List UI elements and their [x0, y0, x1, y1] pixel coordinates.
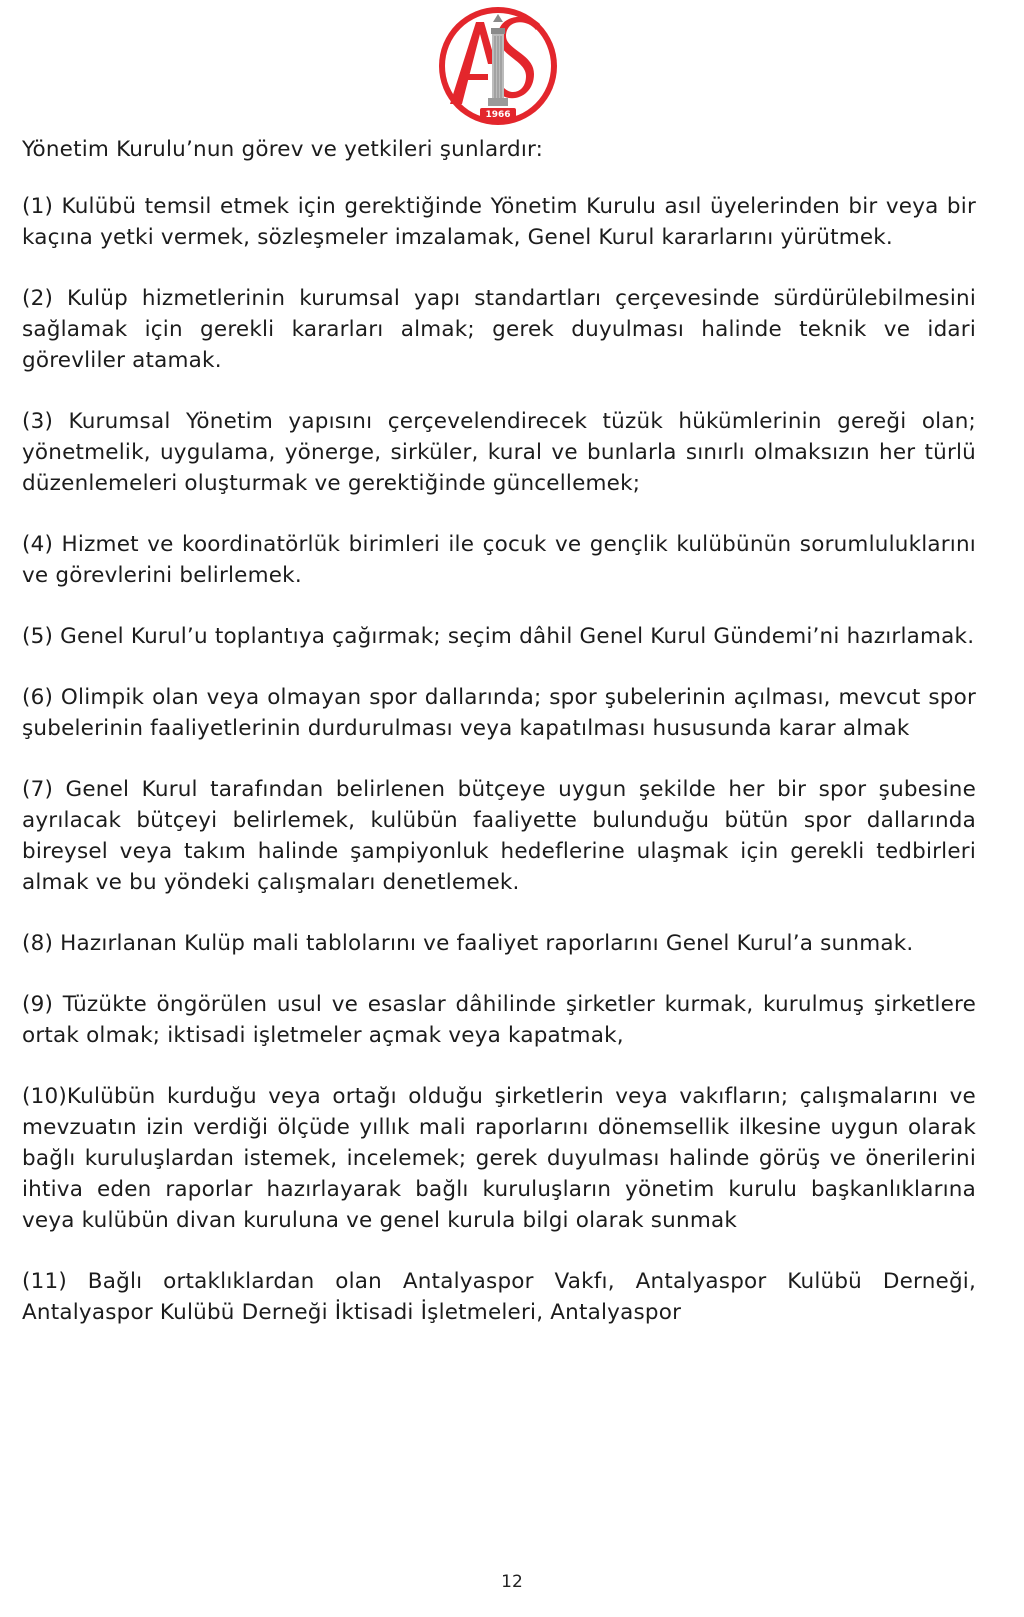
- clause-11: (11) Bağlı ortaklıklardan olan Antalyaspor Vakfı, Antalyaspor Kulübü Derneği, Antalyaspor Kulübü Derneği İktisadi İşletmeleri, Antalyaspor: [22, 1269, 976, 1325]
- clause-9: (9) Tüzükte öngörülen usul ve esaslar dâhilinde şirketler kurmak, kurulmuş şirketlere ortak olmak; iktisadi işletmeler açmak veya kapatmak,: [22, 992, 976, 1048]
- intro-heading: Yönetim Kurulu’nun görev ve yetkileri şunlardır:: [22, 137, 544, 162]
- clause-5: (5) Genel Kurul’u toplantıya çağırmak; seçim dâhil Genel Kurul Gündemi’ni hazırlamak.: [22, 624, 975, 649]
- clause-1: (1) Kulübü temsil etmek için gerektiğinde Yönetim Kurulu asıl üyelerinden bir veya bir kaçına yetki vermek, sözleşmeler imzalamak, Genel Kurul kararlarını yürütmek.: [22, 194, 976, 250]
- club-logo: [436, 4, 560, 128]
- logo-year: 1966: [485, 110, 511, 120]
- clause-6: (6) Olimpik olan veya olmayan spor dallarında; spor şubelerinin açılması, mevcut spor şubelerinin faaliyetlerinin durdurulması veya kapatılması hususunda karar almak: [22, 685, 976, 741]
- club-emblem-icon: [436, 4, 560, 128]
- clause-4: (4) Hizmet ve koordinatörlük birimleri ile çocuk ve gençlik kulübünün sorumluluklarını ve görevlerini belirlemek.: [22, 532, 976, 588]
- clause-3: (3) Kurumsal Yönetim yapısını çerçevelendirecek tüzük hükümlerinin gereği olan; yönetmelik, uygulama, yönerge, sirküler, kural ve bunlarla sınırlı olmaksızın her türlü düzenlemeleri oluşturmak ve gerektiğinde güncellemek;: [22, 409, 976, 496]
- clause-7: (7) Genel Kurul tarafından belirlenen bütçeye uygun şekilde her bir spor şubesine ayrılacak bütçeyi belirlemek, kulübün faaliyette bulunduğu bütün spor dallarında bireysel veya takım halinde şampiyonluk hedeflerine ulaşmak için gerekli tedbirleri almak ve bu yöndeki çalışmaları denetlemek.: [22, 777, 976, 895]
- clause-10: (10)Kulübün kurduğu veya ortağı olduğu şirketlerin veya vakıfların; çalışmalarını ve mevzuatın izin verdiği ölçüde yıllık mali raporlarını dönemsellik ilkesine uygun olarak bağlı kuruluşlardan istemek, incelemek; gerek duyulması halinde görüş ve önerilerini ihtiva eden raporlar hazırlayarak bağlı kuruluşların yönetim kurulu başkanlıklarına veya kulübün divan kuruluna ve genel kurula bilgi olarak sunmak: [22, 1084, 976, 1233]
- clause-2: (2) Kulüp hizmetlerinin kurumsal yapı standartları çerçevesinde sürdürülebilmesini sağlamak için gerekli kararları almak; gerek duyulması halinde teknik ve idari görevliler atamak.: [22, 286, 976, 373]
- page-number: 12: [501, 1572, 523, 1592]
- clause-8: (8) Hazırlanan Kulüp mali tablolarını ve faaliyet raporlarını Genel Kurul’a sunmak.: [22, 931, 914, 956]
- document-body: [22, 134, 976, 1358]
